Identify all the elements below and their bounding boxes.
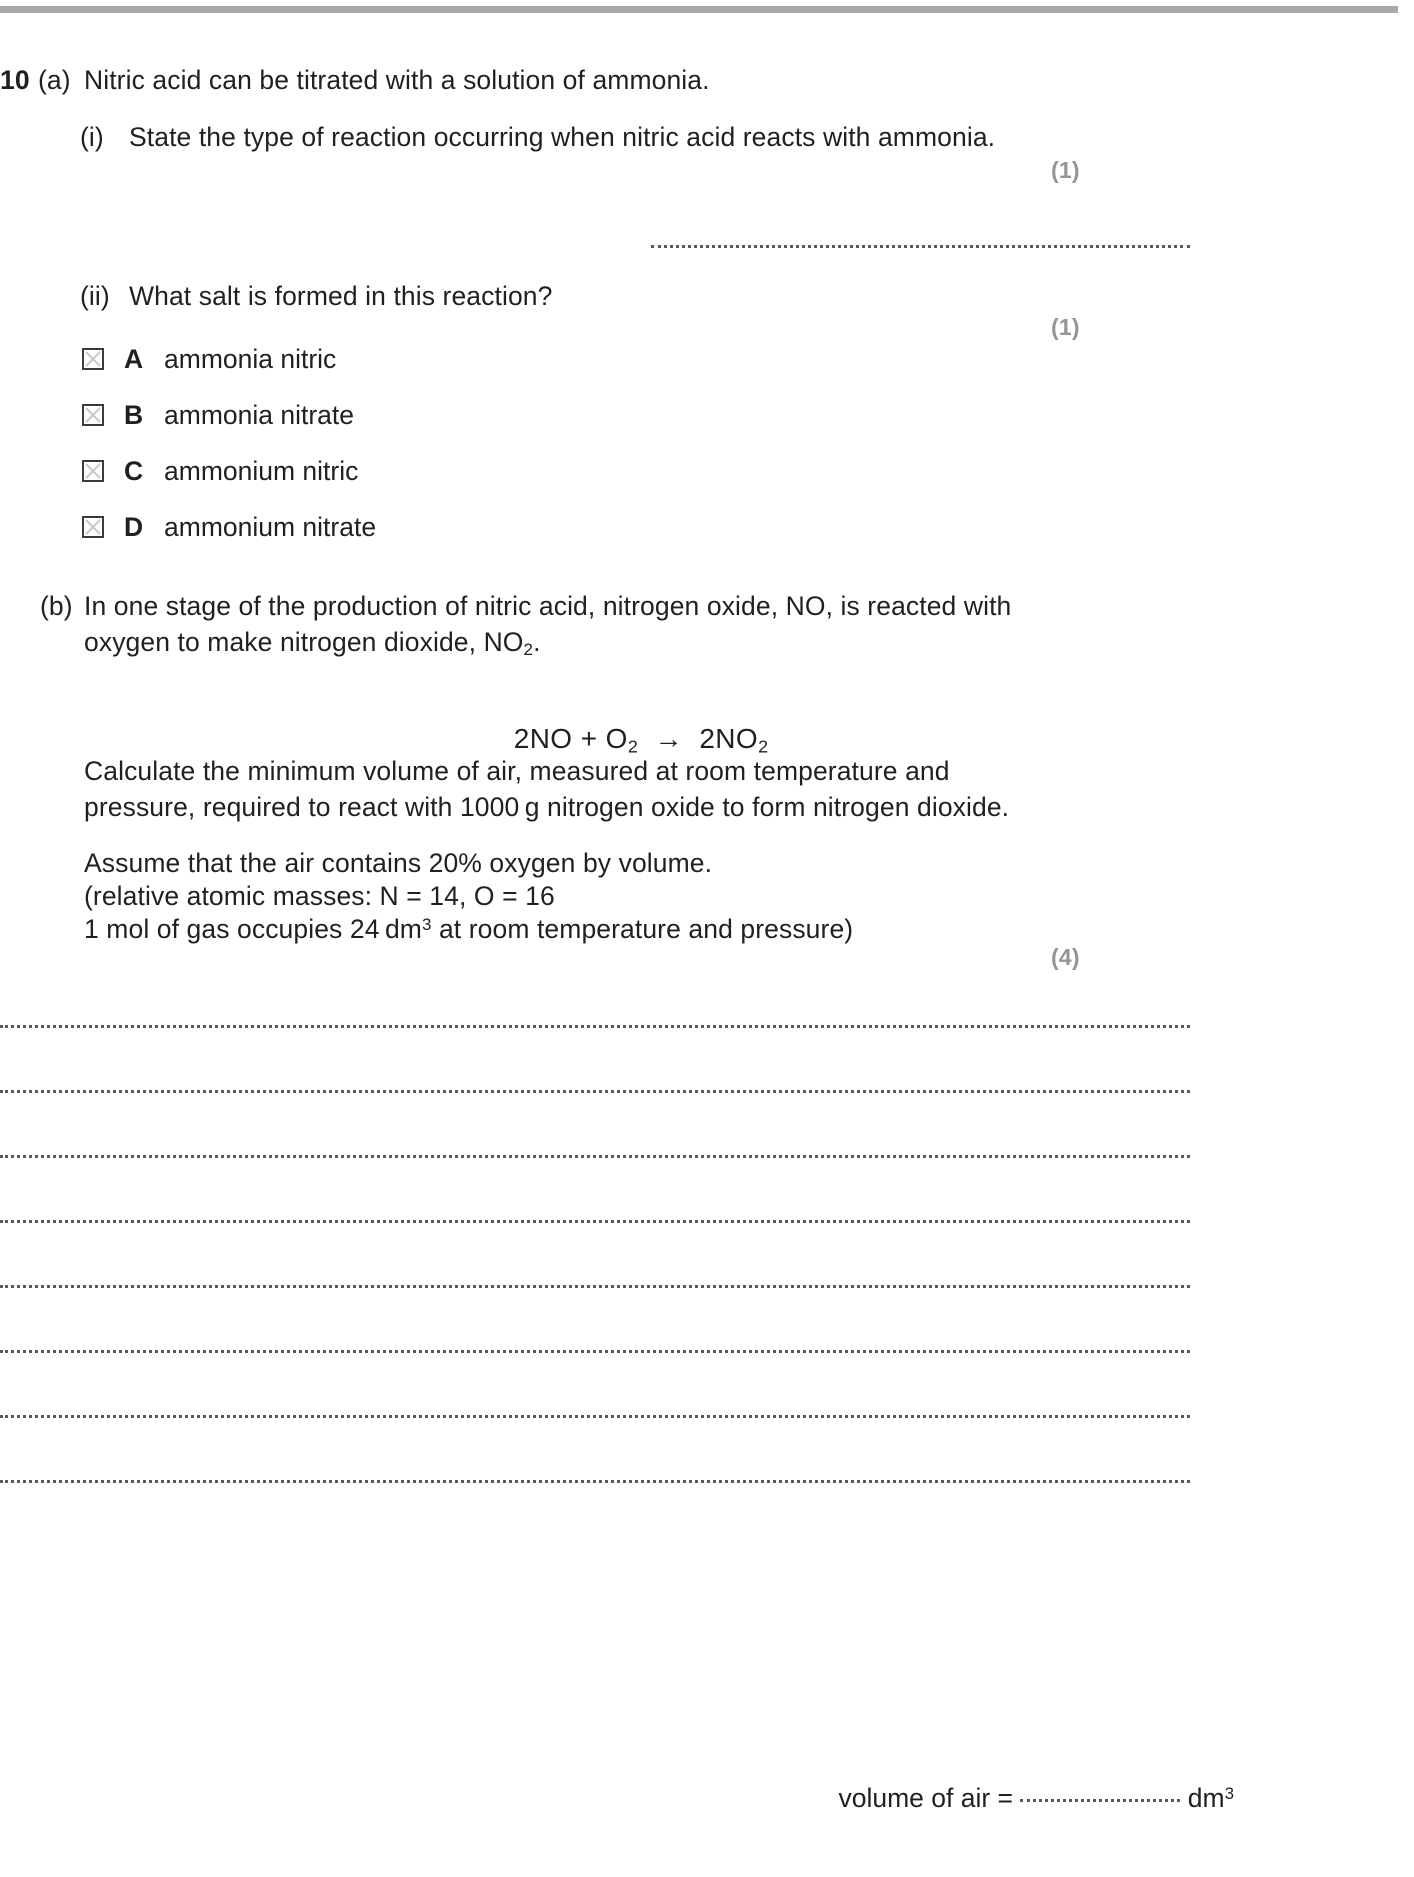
equation-reactant-2: O bbox=[605, 723, 628, 754]
part-b-intro-line2-pre: oxygen to make nitrogen dioxide, NO bbox=[84, 627, 524, 657]
page-top-rule bbox=[0, 6, 1398, 13]
mc-option-d-letter: D bbox=[124, 511, 144, 542]
part-b-intro-line2-sub: 2 bbox=[523, 640, 534, 660]
mc-option-d[interactable] bbox=[82, 512, 376, 542]
final-answer-label: volume of air = bbox=[838, 1783, 1021, 1813]
cross-icon[interactable] bbox=[82, 348, 104, 370]
answer-line-8[interactable] bbox=[0, 1480, 1190, 1483]
final-answer-row bbox=[809, 1752, 1234, 1845]
answer-line-3[interactable] bbox=[0, 1155, 1190, 1158]
part-b-marks: (4) bbox=[1051, 944, 1080, 970]
final-answer-unit: dm bbox=[1187, 1783, 1225, 1813]
part-a-i-label: (i) bbox=[80, 122, 104, 152]
part-a-ii-text: What salt is formed in this reaction? bbox=[129, 281, 553, 311]
part-b-label: (b) bbox=[40, 591, 73, 621]
part-b-assume-line3-post: at room temperature and pressure) bbox=[431, 914, 854, 944]
part-a-ii-label: (ii) bbox=[80, 281, 110, 311]
part-b-intro-line1: In one stage of the production of nitric acid, nitrogen oxide, NO, is reacted with bbox=[84, 591, 1012, 621]
answer-line-a-i[interactable] bbox=[651, 245, 1190, 248]
mc-option-b-letter: B bbox=[124, 399, 144, 430]
part-b-assume-line3 bbox=[84, 911, 853, 948]
part-b-intro-line2-post: . bbox=[533, 627, 541, 657]
arrow-icon: → bbox=[654, 723, 683, 754]
mc-option-b-label: ammonia nitrate bbox=[164, 399, 355, 430]
part-a-label: (a) bbox=[38, 65, 71, 95]
part-b-assume-line3-superscript: 3 bbox=[421, 914, 432, 934]
mc-option-a-letter: A bbox=[124, 343, 144, 374]
part-b-intro-line2 bbox=[84, 624, 541, 661]
answer-line-2[interactable] bbox=[0, 1090, 1190, 1093]
part-b-assume-line1: Assume that the air contains 20% oxygen by volume. bbox=[84, 848, 713, 878]
part-b-assume-line3-pre: 1 mol of gas occupies 24 dm bbox=[84, 914, 422, 944]
equation-product: 2NO bbox=[699, 723, 759, 754]
question-number: 10 bbox=[0, 65, 30, 95]
part-a-i-text: State the type of reaction occurring when nitric acid reacts with ammonia. bbox=[129, 122, 996, 152]
part-b-assume-line2: (relative atomic masses: N = 14, O = 16 bbox=[84, 881, 555, 911]
equation-plus: + bbox=[580, 723, 598, 754]
part-a-ii-marks: (1) bbox=[1051, 314, 1080, 340]
mc-option-c-letter: C bbox=[124, 455, 144, 486]
mc-option-c-label: ammonium nitric bbox=[164, 455, 359, 486]
mc-option-a-label: ammonia nitric bbox=[164, 343, 337, 374]
part-b-task-line2: pressure, required to react with 1000 g nitrogen oxide to form nitrogen dioxide. bbox=[84, 792, 1010, 822]
answer-line-7[interactable] bbox=[0, 1415, 1190, 1418]
part-b-task-line1: Calculate the minimum volume of air, measured at room temperature and bbox=[84, 756, 950, 786]
mc-option-d-label: ammonium nitrate bbox=[164, 511, 377, 542]
cross-icon[interactable] bbox=[82, 404, 104, 426]
equation-reactant-2-subscript: 2 bbox=[627, 736, 639, 757]
answer-line-4[interactable] bbox=[0, 1220, 1190, 1223]
mc-option-b[interactable] bbox=[82, 400, 354, 430]
mc-option-a[interactable] bbox=[82, 344, 336, 374]
equation-reactant-1: 2NO bbox=[513, 723, 573, 754]
answer-line-1[interactable] bbox=[0, 1025, 1190, 1028]
part-a-i-marks: (1) bbox=[1051, 157, 1080, 183]
answer-line-5[interactable] bbox=[0, 1285, 1190, 1288]
mc-option-c[interactable] bbox=[82, 456, 358, 486]
cross-icon[interactable] bbox=[82, 460, 104, 482]
final-answer-unit-superscript: 3 bbox=[1224, 1783, 1234, 1803]
final-answer-input[interactable] bbox=[1020, 1799, 1180, 1802]
cross-icon[interactable] bbox=[82, 516, 104, 538]
equation-product-subscript: 2 bbox=[758, 736, 769, 757]
answer-line-6[interactable] bbox=[0, 1350, 1190, 1353]
part-a-stem: Nitric acid can be titrated with a solution of ammonia. bbox=[84, 65, 710, 95]
